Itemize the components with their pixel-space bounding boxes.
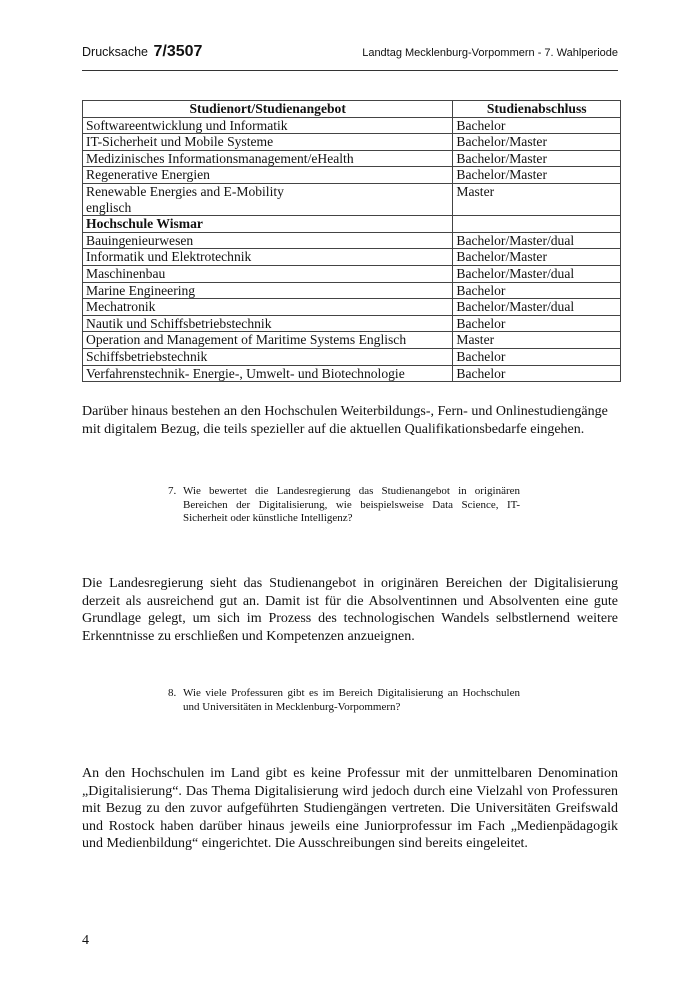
column-header-program: Studienort/Studienangebot — [83, 101, 453, 118]
degree-cell: Bachelor — [453, 282, 621, 299]
table-row — [83, 150, 621, 167]
program-cell: Medizinisches Informationsmanagement/eHealth — [83, 150, 453, 167]
degree-cell: Bachelor/Master/dual — [453, 299, 621, 316]
table-row — [83, 332, 621, 349]
degree-cell: Bachelor/Master — [453, 249, 621, 266]
degree-cell: Master — [453, 332, 621, 349]
question-7 — [168, 485, 520, 526]
degree-cell: Bachelor/Master/dual — [453, 265, 621, 282]
degree-cell: Bachelor — [453, 348, 621, 365]
institution-label: Landtag Mecklenburg-Vorpommern - 7. Wahlperiode — [362, 47, 618, 59]
doc-number: 7/3507 — [153, 43, 203, 60]
degree-cell: Master — [453, 183, 621, 215]
table-row — [83, 348, 621, 365]
table-row — [83, 315, 621, 332]
table-row — [83, 232, 621, 249]
table-row — [83, 183, 621, 215]
table-row — [83, 265, 621, 282]
degree-cell: Bachelor/Master — [453, 167, 621, 184]
table-header-row — [83, 101, 621, 118]
degree-cell: Bachelor — [453, 117, 621, 134]
table-row — [83, 299, 621, 316]
table-group-row — [83, 216, 621, 233]
question-8 — [168, 687, 520, 714]
program-cell: Marine Engineering — [83, 282, 453, 299]
program-cell: Verfahrenstechnik- Energie-, Umwelt- und Biotechnologie — [83, 365, 453, 382]
study-programs-table — [82, 100, 621, 382]
doc-label: Drucksache — [82, 45, 148, 59]
degree-cell: Bachelor — [453, 365, 621, 382]
page-header — [82, 40, 618, 71]
program-cell: Softwareentwicklung und Informatik — [83, 117, 453, 134]
page-number: 4 — [82, 933, 89, 948]
paragraph-further-programs: Darüber hinaus bestehen an den Hochschulen Weiterbildungs-, Fern- und Onlinestudiengänge mit digitalem Bezug, die teils spezieller auf die aktuellen Qualifikationsbedarfe eingehen. — [82, 404, 608, 437]
degree-cell: Bachelor/Master — [453, 134, 621, 151]
program-cell: Informatik und Elektrotechnik — [83, 249, 453, 266]
degree-cell: Bachelor/Master — [453, 150, 621, 167]
program-cell: Schiffsbetriebstechnik — [83, 348, 453, 365]
degree-cell: Bachelor/Master/dual — [453, 232, 621, 249]
question-number: 8. — [168, 687, 177, 699]
answer-7: Die Landesregierung sieht das Studienangebot in originären Bereichen der Digitalisierung derzeit als ausreichend gut an. Damit ist für die Absolventinnen und Absolventen eine gute Grundlage gelegt, um sich im Prozess des technologischen Wandels selbstlernend weitere Erkenntnisse zu erschließen und Kompetenzen anzueignen. — [82, 576, 618, 644]
degree-cell — [453, 216, 621, 233]
table-row — [83, 117, 621, 134]
program-cell: Nautik und Schiffsbetriebstechnik — [83, 315, 453, 332]
column-header-degree: Studienabschluss — [453, 101, 621, 118]
question-number: 7. — [168, 485, 177, 497]
program-cell: Regenerative Energien — [83, 167, 453, 184]
program-name: Renewable Energies and E-Mobility — [86, 183, 284, 199]
table-row — [83, 167, 621, 184]
document-id — [82, 43, 202, 61]
program-cell: Bauingenieurwesen — [83, 232, 453, 249]
program-cell: IT-Sicherheit und Mobile Systeme — [83, 134, 453, 151]
program-language: englisch — [86, 199, 132, 215]
question-text: Wie bewertet die Landesregierung das Studienangebot in originären Bereichen der Digitalisierung, wie beispielsweise Data Science, IT-Sicherheit oder künstliche Intelligenz? — [183, 485, 520, 525]
table-row — [83, 134, 621, 151]
question-text: Wie viele Professuren gibt es im Bereich Digitalisierung an Hochschulen und Universitäten in Mecklenburg-Vorpommern? — [183, 687, 520, 713]
program-cell — [83, 183, 453, 215]
table-row — [83, 249, 621, 266]
program-cell: Mechatronik — [83, 299, 453, 316]
table-row — [83, 282, 621, 299]
degree-cell: Bachelor — [453, 315, 621, 332]
table-row — [83, 365, 621, 382]
institution-heading-cell: Hochschule Wismar — [83, 216, 453, 233]
program-cell: Maschinenbau — [83, 265, 453, 282]
answer-8: An den Hochschulen im Land gibt es keine Professur mit der unmittelbaren Denomination „Digitalisierung“. Das Thema Digitalisierung wird jedoch durch eine Vielzahl von Professuren mit Bezug zu den zuvor aufgeführten Studiengängen vertreten. Die Universitäten Greifswald und Rostock haben darüber hinaus jeweils eine Juniorprofessur im Fach „Medienpädagogik und Medienbildung“ eingerichtet. Die Ausschreibungen sind bereits eingeleitet. — [82, 766, 618, 851]
program-cell: Operation and Management of Maritime Systems Englisch — [83, 332, 453, 349]
